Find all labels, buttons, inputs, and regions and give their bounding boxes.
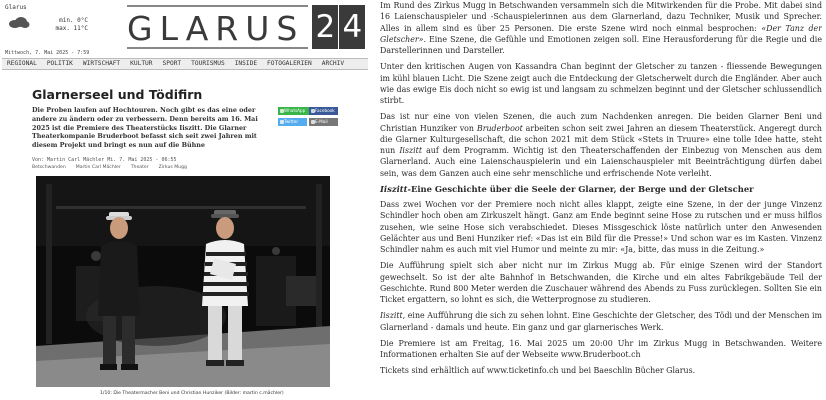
nav-item-politik[interactable]: POLITIK: [46, 60, 73, 67]
weather-city: Glarus: [5, 4, 27, 11]
text-run: . Eine Szene, die Gefühle und Emotionen zeigen soll. Eine Herausforderung für die Regie und die Darstellerinnen und Darsteller.: [380, 34, 822, 55]
facebook-icon: [311, 109, 315, 113]
share-facebook-button[interactable]: [309, 107, 338, 115]
nav-item-archiv[interactable]: ARCHIV: [321, 60, 345, 67]
text-run: Im Rund des Zirkus Mugg in Betschwanden versammeln sich die Mitwirkenden für die Probe. Mit dabei sind 16 Laienschauspieler und -Schauspielerinnen aus dem Glarnerland, dazu Techniker, Musik und Sprecher. Alles in allem sind es über 25 Personen. Die erste Szene wird noch einmal besprochen:: [380, 1, 822, 33]
article-meta: Von: Martin Carl Mächler Mi. 7. Mai 2025 - 06:55: [32, 157, 177, 163]
tag-link[interactable]: Martin Carl Mächler: [75, 165, 121, 170]
logo-word: GLARUS: [127, 5, 308, 49]
body-paragraph: [380, 0, 822, 56]
email-icon: [311, 120, 315, 124]
logo-digit: 4: [339, 5, 365, 49]
article-tags: [32, 165, 187, 170]
body-paragraph: Die Aufführung spielt sich aber nicht nur im Zirkus Mugg ab. Für einige Szenen wird der Standort gewechselt. So ist der alte Bahnhof in Betschwanden, die Kirche und ein altes Fabrikgebäude Teil der Geschichte. Rund 800 Meter werden die Zuschauer während des Abends zu Fuss zurücklegen. Sollten Sie ein Ticket ergattern, so lohnt es sich, die Wetterprognose zu studieren.: [380, 261, 822, 304]
text-run: , eine Aufführung die sich zu sehen lohnt. Eine Geschichte der Gletscher, des Tödi und der Menschen im Glarnerland - damals und heute. Ein ganz und gar glarnerisches Werk.: [380, 311, 822, 332]
section-subheading: [380, 184, 822, 195]
share-twitter-button[interactable]: [278, 118, 307, 126]
tag-link[interactable]: Betschwanden: [32, 165, 66, 170]
tag-link[interactable]: Theater: [130, 165, 149, 170]
tag-link[interactable]: Zirkus Mugg: [158, 165, 187, 170]
body-paragraph: [380, 310, 822, 333]
share-twitter-label: Twitter: [284, 119, 299, 124]
weather-widget: [4, 3, 90, 43]
nav-item-tourismus[interactable]: TOURISMUS: [191, 60, 225, 67]
logo-digit: 2: [312, 5, 338, 49]
nav-item-fotogalerien[interactable]: FOTOGALERIEN: [267, 60, 312, 67]
current-date: Mittwoch, 7. Mai 2025 - 7:59: [5, 50, 90, 56]
logo-number: [311, 5, 365, 49]
text-run-italic: Bruderboot: [476, 123, 523, 133]
text-run-italic: «Der Tanz der Gletscher»: [380, 23, 822, 44]
cloud-icon: [8, 16, 30, 28]
text-run: -Eine Geschichte über die Seele der Glarner, der Berge und der Gletscher: [407, 183, 754, 194]
nav-item-kultur[interactable]: KULTUR: [130, 60, 153, 67]
header: [0, 0, 370, 56]
body-paragraph: Unter den kritischen Augen von Kassandra Chan beginnt der Gletscher zu tanzen - fliessende Bewegungen im kühl blauen Licht. Die Szene zeigt auch die Entdeckung der Gletscherwelt durch die Engländer. Aber auch wie das ewige Eis doch nicht so ewig ist und langsam zu schmelzen beginnt und der Gletscher schlussendlich stirbt.: [380, 62, 822, 105]
nav-item-sport[interactable]: SPORT: [162, 60, 182, 67]
photo-caption: 1/10: Die Theatermacher Beni und Christian Hunziker (Bilder: martin c.mächler): [100, 391, 284, 396]
text-run: auf dem Programm. Wichtig ist den Theaterschaffenden der Einbezug von Menschen aus dem Glarnerland. Auch eine Laienschauspielerin und ein Laienschauspieler mit Beeinträchtigung dürfen dabei sein, was dem Ganzen auch eine sehr menschliche und erfrischende Note verleiht.: [380, 146, 822, 178]
nav-item-inside[interactable]: INSIDE: [234, 60, 258, 67]
body-paragraph: Tickets sind erhältlich auf www.ticketinfo.ch und bei Baeschlin Bücher Glarus.: [380, 366, 696, 376]
stage-photo-illustration: [36, 176, 330, 387]
whatsapp-icon: [280, 109, 284, 113]
weather-max: max. 11°C: [55, 25, 88, 32]
website-screenshot: [0, 0, 370, 400]
share-email-button[interactable]: [309, 118, 338, 126]
nav-item-regional[interactable]: REGIONAL: [7, 60, 37, 67]
weather-min: min. 0°C: [59, 17, 88, 24]
site-logo[interactable]: [127, 5, 365, 49]
text-run: arbeiten schon seit zwei Jahren an diesem Theaterstück. Angeregt durch die Glarner Kulturgesellschaft, die schon 2021 mit dem Stück «Stets in Truure» eine tolle Idee hatte, steht nun: [380, 123, 822, 155]
body-paragraph: [380, 111, 822, 179]
article-lead: Die Proben laufen auf Hochtouren. Noch gibt es das eine oder andere zu ändern oder zu verbessern. Denn bereits am 16. Mai 2025 ist die Premiere des Theaterstücks Iiszitt. Die Glarner Theaterkompanie Bruderboot befasst sich seit zwei Jahren mit diesem Projekt und bringt es nun auf die Bühne: [32, 106, 258, 150]
article-photo[interactable]: [36, 176, 330, 387]
text-run-italic: Iiszitt: [380, 311, 403, 321]
text-run: Das ist nur eine von vielen Szenen, die auch zum Nachdenken anregen. Die beiden Glarner Beni und Christian Hunziker von: [380, 112, 822, 133]
body-paragraph: Die Premiere ist am Freitag, 16. Mai 2025 um 20:00 Uhr im Zirkus Mugg in Betschwanden. Weitere Informationen erhalten Sie auf der Webseite www.Bruderboot.ch: [380, 338, 822, 359]
article-title: Glarnerseel und Tödifirn: [32, 87, 203, 102]
share-email-label: E-Mail: [315, 119, 328, 124]
article-body: [380, 0, 822, 400]
main-nav: [2, 58, 368, 70]
share-facebook-label: Facebook: [315, 108, 335, 113]
body-paragraph: Dass zwei Wochen vor der Premiere noch nicht alles klappt, zeigte eine Szene, in der der junge Vinzenz Schindler hoch oben am Zirkuszelt hängt. Ganz am Ende beginnt seine Hose zu rutschen und er muss hilflos zusehen, wie seine Hose sich verabschiedet. Dieses Missgeschick löste natürlich unter den Anwesenden Gelächter aus und Beni Hunziker rief: «Das ist ein Bild für die Presse!» Und schon war es im Kasten. Vinzenz Schindler nahm es auch mit viel Humor und meinte zu mir: «Ja, bitte, das muss in die Zeitung.»: [380, 200, 822, 254]
share-whatsapp-label: WhatsApp: [284, 108, 306, 113]
twitter-icon: [280, 120, 284, 124]
text-run-italic: Iiszitt: [380, 183, 408, 194]
nav-item-wirtschaft[interactable]: WIRTSCHAFT: [82, 60, 121, 67]
text-run-italic: Iiszitt: [399, 146, 423, 155]
